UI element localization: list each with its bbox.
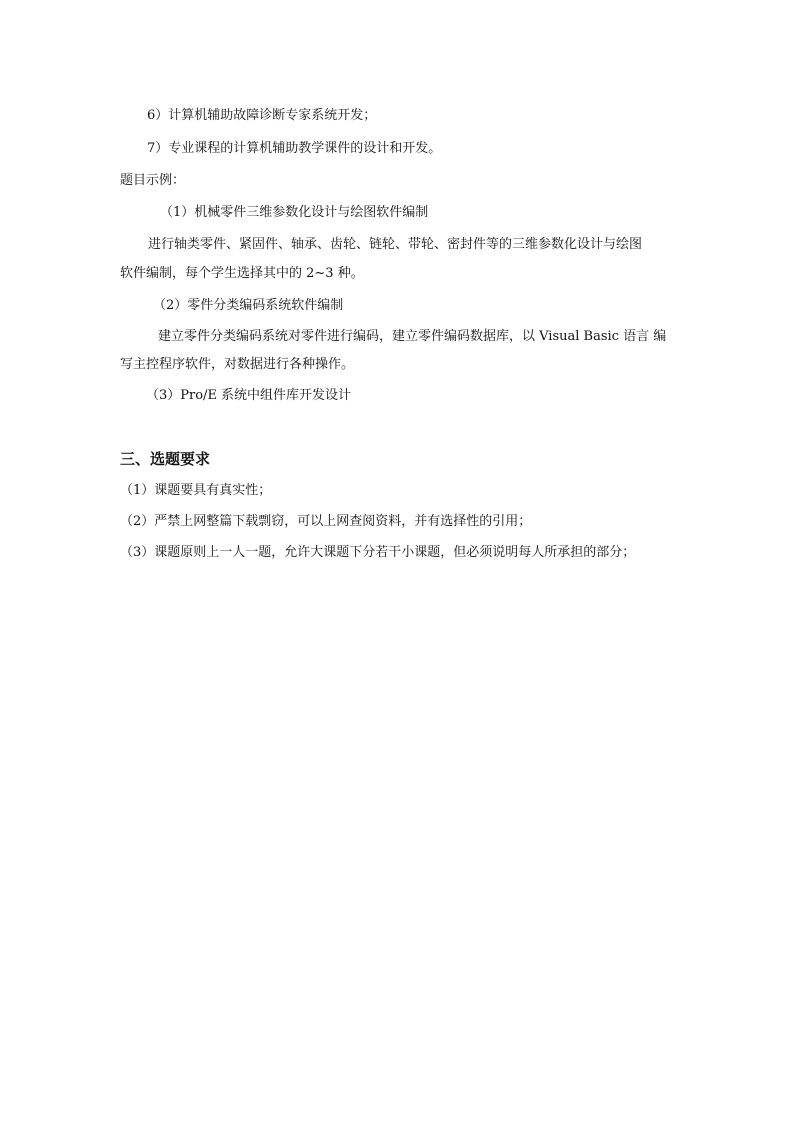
example-1-title: （1）机械零件三维参数化设计与绘图软件编制 <box>160 205 429 220</box>
requirement-item-2: （2）严禁上网整篇下载剽窃，可以上网查阅资料，并有选择性的引用； <box>120 514 532 529</box>
example-1-description-line-2: 软件编制，每个学生选择其中的 2~3 种。 <box>120 266 364 281</box>
requirement-item-1: （1）课题要具有真实性； <box>120 483 272 498</box>
topic-item-6: 6）计算机辅助故障诊断专家系统开发； <box>147 108 377 123</box>
example-2-description-line-2: 写主控程序软件，对数据进行各种操作。 <box>120 357 355 372</box>
example-2-description-line-1: 建立零件分类编码系统对零件进行编码，建立零件编码数据库，以 Visual Basic 语言 编 <box>158 329 667 344</box>
topic-item-7: 7）专业课程的计算机辅助教学课件的设计和开发。 <box>147 141 442 156</box>
example-2-title: （2）零件分类编码系统软件编制 <box>153 298 344 313</box>
example-1-description-line-1: 进行轴类零件、紧固件、轴承、齿轮、链轮、带轮、密封件等的三维参数化设计与绘图 <box>148 237 643 252</box>
examples-heading: 题目示例： <box>120 173 186 188</box>
requirement-item-3: （3）课题原则上一人一题，允许大课题下分若干小课题，但必须说明每人所承担的部分； <box>120 545 636 560</box>
example-3-title: （3）Pro/E 系统中组件库开发设计 <box>146 388 352 403</box>
requirements-heading: 三、选题要求 <box>120 450 211 468</box>
